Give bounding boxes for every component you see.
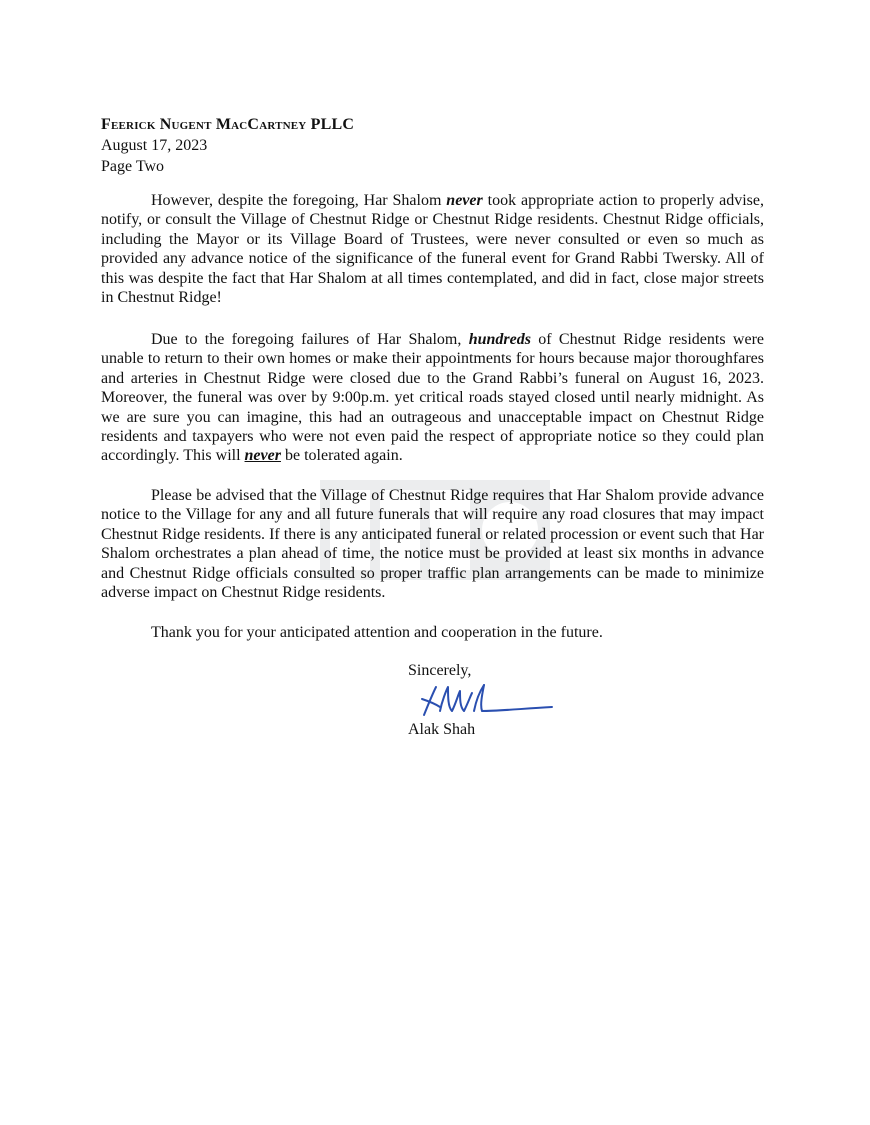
paragraph-2-text-b: of Chestnut Ridge residents were unable to return to their own homes or make their appointments for hours because major thoroughfares and arteries in Chestnut Ridge were closed due to the Grand Rabbi’s funeral on August 16, 2023. Moreover, the funeral was over by 9:00p.m. yet critical roads stayed closed until nearly midnight. As we are sure you can imagine, this had an outrageous and unacceptable impact on Chestnut Ridge residents and taxpayers who were not even paid the respect of appropriate notice so they could plan accordingly. This will — [101, 331, 764, 465]
page-label: Page Two — [101, 158, 165, 175]
paragraph-2-text-c: be tolerated again. — [280, 447, 403, 465]
letter-date: August 17, 2023 — [101, 137, 208, 154]
paragraph-2-emphasis-underlined: never — [244, 447, 281, 465]
signer-name: Alak Shah — [408, 721, 476, 738]
paragraph-3: Please be advised that the Village of Chestnut Ridge requires that Har Shalom provide advance notice to the Village for any and all future funerals that will require any road closures that may impact Chestnut Ridge residents. If there is any anticipated funeral or related procession or event such that Har Shalom orchestrates a plan ahead of time, the notice must be provided at least six months in advance and Chestnut Ridge officials consulted so proper traffic plan arrangements can be made to minimize adverse impact on Chestnut Ridge residents. — [101, 487, 764, 602]
paragraph-1 — [101, 191, 764, 307]
paragraph-4: Thank you for your anticipated attention and cooperation in the future. — [151, 624, 603, 641]
firm-name: Feerick Nugent MacCartney PLLC — [101, 116, 355, 133]
paragraph-1-text-b: took appropriate action to properly advise, notify, or consult the Village of Chestnut Ridge or Chestnut Ridge residents. Chestnut Ridge officials, including the Mayor or its Village Board of Trustees, were never consulted or even so much as provided any advance notice of the significance of the funeral event for Grand Rabbi Twersky. All of this was despite the fact that Har Shalom at all times contemplated, and did in fact, close major streets in Chestnut Ridge! — [101, 192, 764, 307]
paragraph-2-emphasis: hundreds — [468, 331, 531, 348]
paragraph-1-emphasis: never — [446, 192, 483, 209]
paragraph-1-text-a: However, despite the foregoing, Har Shalom — [151, 192, 447, 209]
closing: Sincerely, — [408, 662, 472, 679]
paragraph-2-text-a: Due to the foregoing failures of Har Shalom, — [151, 331, 469, 348]
signature-icon — [418, 681, 558, 721]
letterhead — [101, 114, 354, 177]
paragraph-2 — [101, 330, 764, 466]
